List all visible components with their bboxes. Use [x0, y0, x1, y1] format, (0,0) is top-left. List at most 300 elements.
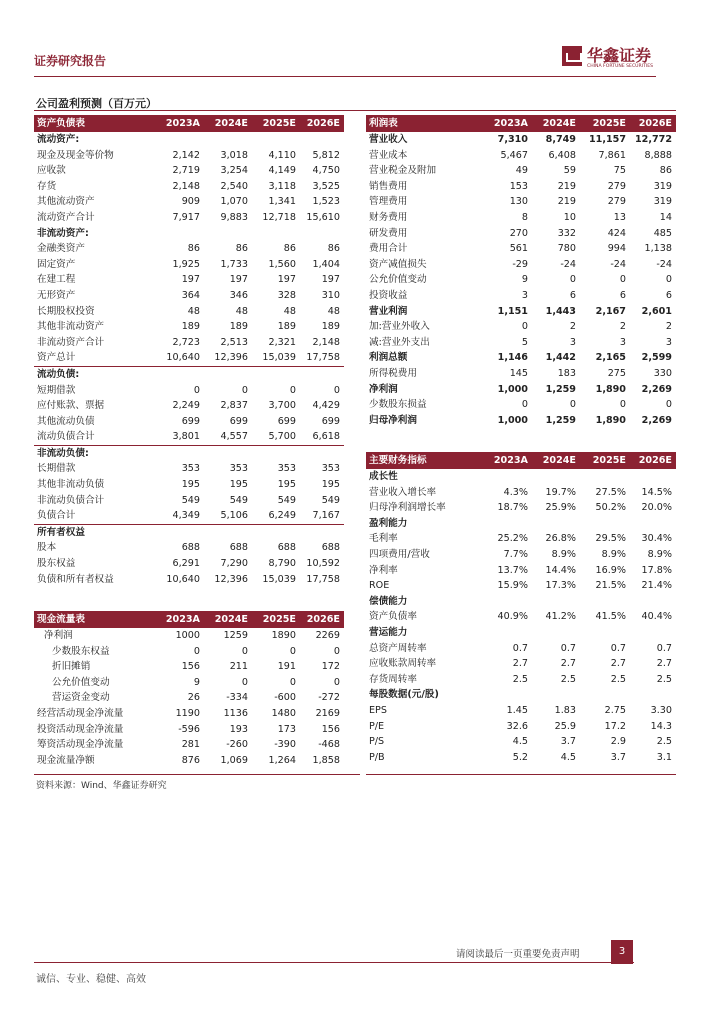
row-label: 现金及现金等价物 [37, 149, 114, 161]
cell-value: 279 [607, 196, 626, 208]
row-label: 流动负债: [34, 366, 152, 382]
cell-value: 0 [241, 384, 248, 396]
cell-value: 75 [613, 165, 626, 177]
table-row [366, 734, 676, 750]
key-indicators-table [366, 452, 676, 765]
row-label: 盈利能力 [369, 517, 408, 529]
cell-value: 1,858 [312, 754, 340, 766]
table-row [366, 272, 676, 288]
row-label: 应收账款周转率 [369, 658, 437, 670]
cell-value: 86 [235, 243, 248, 255]
cell-value: 275 [607, 367, 626, 379]
cell-value: 2,142 [172, 149, 200, 161]
column-header: 2025E [580, 115, 630, 132]
cell-value: 1,404 [312, 258, 340, 270]
cell-value: 10,640 [166, 573, 200, 585]
table-row [34, 257, 344, 273]
cell-value: 8,790 [268, 558, 296, 570]
cell-value: 15,610 [306, 211, 340, 223]
table-title: 利润表 [366, 115, 476, 132]
cell-value: 994 [607, 243, 626, 255]
cell-value: 26.8% [545, 533, 576, 545]
cell-value: 32.6 [506, 720, 528, 732]
row-label: P/S [369, 736, 385, 748]
cell-value: 353 [321, 463, 340, 475]
cell-value: 17.2 [604, 720, 626, 732]
cell-value: 2,723 [172, 336, 200, 348]
cell-value: 86 [327, 243, 340, 255]
cell-value: 4.3% [503, 486, 528, 498]
cell-value: 25.9 [554, 720, 576, 732]
cell-value: 30.4% [641, 533, 672, 545]
cell-value: -29 [512, 258, 528, 270]
cell-value: 9 [521, 274, 528, 286]
cell-value: 0 [521, 399, 528, 411]
table-row [34, 366, 344, 382]
cell-value: 909 [181, 196, 200, 208]
cell-value: 1,264 [268, 754, 296, 766]
cell-value: 353 [181, 463, 200, 475]
table-row [366, 641, 676, 657]
cell-value: 2269 [315, 630, 340, 641]
cell-value [152, 366, 204, 382]
cell-value: 0 [333, 384, 340, 396]
cell-value: 11,157 [588, 134, 626, 145]
cell-value: 1136 [223, 707, 248, 719]
row-label: 金融类资产 [37, 243, 85, 255]
cell-value: 1,138 [644, 243, 672, 255]
cell-value [300, 524, 344, 540]
cell-value: 7,861 [598, 149, 626, 161]
cell-value: 0.7 [656, 642, 672, 654]
cell-value: 3,525 [312, 180, 340, 192]
cell-value [300, 132, 344, 148]
cell-value: 17,758 [306, 352, 340, 364]
row-label: 筹资活动现金净流量 [37, 739, 124, 751]
cell-value: 2,165 [595, 352, 626, 364]
table-title: 资产负债表 [34, 115, 152, 132]
column-header: 2024E [204, 611, 252, 628]
cell-value: 12,772 [634, 134, 672, 145]
table-row [34, 737, 344, 753]
row-label: 无形资产 [37, 289, 76, 301]
column-header: 2023A [152, 611, 204, 628]
row-label: 公允价值变动 [52, 676, 110, 688]
row-label: 资产减值损失 [369, 258, 427, 270]
cell-value: 1,000 [497, 414, 528, 426]
cell-value: -596 [178, 723, 200, 735]
row-label: 投资收益 [369, 289, 408, 301]
cell-value: 27.5% [595, 486, 626, 498]
row-label: 营运资金变动 [52, 692, 110, 704]
cell-value [580, 594, 630, 610]
row-label: 其他非流动负债 [37, 479, 105, 491]
footer-motto: 诚信、专业、稳健、高效 [36, 974, 146, 985]
row-label: 销售费用 [369, 180, 408, 192]
cell-value: 197 [321, 274, 340, 286]
column-header: 2025E [580, 452, 630, 469]
cell-value: 3.7 [560, 736, 576, 748]
cell-value: 48 [327, 305, 340, 317]
row-label: 流动资产: [37, 134, 80, 145]
table-row [366, 656, 676, 672]
row-label: 在建工程 [37, 274, 76, 286]
cell-value: 41.2% [545, 611, 576, 623]
cell-value [152, 524, 204, 540]
cell-value: 14.3 [650, 720, 672, 732]
table-row [366, 163, 676, 179]
row-label: 营业税金及附加 [369, 165, 437, 177]
cell-value: 10,640 [166, 352, 200, 364]
cell-value [152, 445, 204, 461]
cell-value: 2,148 [172, 180, 200, 192]
cell-value: 279 [607, 180, 626, 192]
cell-value: 2,167 [595, 305, 626, 317]
cell-value: 1190 [175, 707, 200, 719]
table-row [34, 556, 344, 572]
row-label: 折旧摊销 [52, 661, 91, 673]
cell-value: 13 [613, 211, 626, 223]
column-header: 2023A [152, 115, 204, 132]
column-header: 2025E [252, 115, 300, 132]
row-label: 资产负债率 [369, 611, 417, 623]
cell-value: -24 [610, 258, 626, 270]
cell-value: 3 [619, 336, 626, 348]
cell-value [204, 524, 252, 540]
cell-value: 1,069 [220, 754, 248, 766]
table-row [34, 461, 344, 477]
cell-value: 0.7 [560, 642, 576, 654]
cell-value: 193 [229, 723, 248, 735]
row-label: 所有者权益 [34, 524, 152, 540]
cell-value: 195 [277, 479, 296, 491]
cell-value [152, 132, 204, 148]
table-row [34, 675, 344, 691]
table-row [34, 524, 344, 540]
row-label: 营业利润 [369, 305, 408, 317]
cell-value: 0 [241, 645, 248, 657]
table-row [34, 398, 344, 414]
cell-value: 1000 [175, 630, 200, 641]
cell-value: -260 [226, 739, 248, 751]
cell-value: 0 [193, 384, 200, 396]
cell-value: 3,700 [268, 400, 296, 412]
cell-value: 0 [569, 399, 576, 411]
cell-value: 21.5% [595, 580, 626, 592]
cell-value: 189 [277, 321, 296, 333]
column-header: 2026E [630, 115, 676, 132]
cell-value [476, 687, 532, 703]
row-label: 加:营业外收入 [369, 321, 430, 333]
cell-value: 1,560 [268, 258, 296, 270]
logo-english-name: CHINA FORTUNE SECURITIES [587, 64, 654, 69]
cell-value: 20.0% [641, 502, 672, 514]
cell-value: 688 [181, 542, 200, 554]
row-label: 负债和所有者权益 [37, 573, 114, 585]
cell-value: 310 [321, 289, 340, 301]
cell-value: 6 [619, 289, 626, 301]
cell-value: 3 [569, 336, 576, 348]
cell-value: 14 [659, 211, 672, 223]
cell-value: 49 [515, 165, 528, 177]
cell-value: 211 [229, 661, 248, 673]
cell-value: 5 [521, 336, 528, 348]
row-label: 净利润 [369, 383, 398, 395]
cell-value: 3,118 [268, 180, 296, 192]
cell-value: 699 [229, 415, 248, 427]
table-row [34, 194, 344, 210]
cell-value: 21.4% [641, 580, 672, 592]
cell-value [252, 132, 300, 148]
logo-mark-icon [562, 46, 582, 66]
cell-value: 15,039 [262, 352, 296, 364]
cell-value [580, 625, 630, 641]
cell-value [476, 516, 532, 532]
table-row [34, 414, 344, 430]
cell-value: 156 [321, 723, 340, 735]
cell-value [476, 594, 532, 610]
row-label: 负债合计 [37, 510, 76, 522]
table-row [34, 628, 344, 644]
row-label: 四项费用/营收 [369, 548, 430, 560]
cell-value: 14.5% [641, 486, 672, 498]
row-label: 成长性 [369, 471, 398, 482]
cell-value: 17,758 [306, 573, 340, 585]
row-label: 财务费用 [369, 211, 408, 223]
cell-value: -334 [226, 692, 248, 704]
table-row [34, 163, 344, 179]
cell-value: 6,408 [548, 149, 576, 161]
cell-value: 0 [333, 676, 340, 688]
cell-value: 2,599 [641, 352, 672, 364]
table-row [34, 722, 344, 738]
table-row [34, 350, 344, 366]
cell-value [252, 226, 300, 242]
table-title: 现金流量表 [34, 611, 152, 628]
row-label: 净利率 [369, 564, 398, 576]
cell-value: 19.7% [545, 486, 576, 498]
row-label: 其他非流动资产 [37, 321, 105, 333]
cell-value: 1.45 [506, 704, 528, 716]
cell-value: 2 [665, 321, 672, 333]
cell-value: 0 [241, 676, 248, 688]
column-header: 2023A [476, 452, 532, 469]
cell-value: 86 [283, 243, 296, 255]
source-divider [34, 774, 360, 775]
cell-value [476, 625, 532, 641]
cell-value: 2.5 [656, 736, 672, 748]
cell-value: 2,540 [220, 180, 248, 192]
cell-value: 549 [229, 494, 248, 506]
row-label: 非流动负债合计 [37, 494, 105, 506]
cell-value: -272 [318, 692, 340, 704]
row-label: 存货周转率 [369, 673, 417, 685]
cell-value: 2 [569, 321, 576, 333]
cell-value: 0 [619, 274, 626, 286]
table-row [366, 672, 676, 688]
table-row [34, 644, 344, 660]
cell-value: 197 [229, 274, 248, 286]
cell-value: 25.2% [497, 533, 528, 545]
table-row [34, 383, 344, 399]
cell-value: 2.9 [610, 736, 626, 748]
row-label: 长期股权投资 [37, 305, 95, 317]
cell-value: 40.4% [641, 611, 672, 623]
company-logo [562, 43, 672, 73]
cell-value [300, 366, 344, 382]
cell-value: 7,290 [220, 558, 248, 570]
row-label: 净利润 [44, 630, 73, 641]
row-label: 少数股东权益 [52, 645, 110, 657]
cell-value: 4,557 [220, 431, 248, 443]
table-row [366, 382, 676, 398]
cell-value: 1,259 [545, 414, 576, 426]
cell-value: 2.5 [656, 673, 672, 685]
table-row [366, 226, 676, 242]
cell-value: 353 [229, 463, 248, 475]
row-label: P/E [369, 720, 385, 732]
cell-value: 17.3% [545, 580, 576, 592]
cell-value: 1,733 [220, 258, 248, 270]
table-row [34, 241, 344, 257]
table-row [366, 625, 676, 641]
cell-value: 424 [607, 227, 626, 239]
table-row [34, 132, 344, 148]
cell-value: 0 [665, 274, 672, 286]
table-row [34, 572, 344, 588]
cell-value: 48 [187, 305, 200, 317]
row-label: 流动资产合计 [37, 211, 95, 223]
cell-value: 9,883 [220, 211, 248, 223]
cell-value: 4.5 [512, 736, 528, 748]
cell-value: 4,149 [268, 165, 296, 177]
cell-value: 2.7 [610, 658, 626, 670]
cell-value: 5,812 [312, 149, 340, 161]
report-header-title: 证券研究报告 [34, 54, 107, 68]
table-row [366, 609, 676, 625]
cell-value: 6,249 [268, 510, 296, 522]
row-label: 利润总额 [369, 352, 408, 364]
cell-value [580, 516, 630, 532]
table-row [34, 272, 344, 288]
cell-value: -600 [274, 692, 296, 704]
row-label: 营运能力 [369, 626, 408, 638]
table-row [34, 540, 344, 556]
income-statement-table [366, 115, 676, 428]
cell-value: 1,259 [545, 383, 576, 395]
cell-value [252, 524, 300, 540]
cell-value: 2.5 [610, 673, 626, 685]
footer-divider [34, 962, 634, 963]
cell-value: 18.7% [497, 502, 528, 514]
cell-value: 6 [665, 289, 672, 301]
header-divider [34, 76, 656, 77]
cell-value: 1.83 [554, 704, 576, 716]
cell-value: 3.1 [656, 751, 672, 763]
cell-value: 8.9% [647, 548, 672, 560]
cell-value: 86 [187, 243, 200, 255]
cell-value: 173 [277, 723, 296, 735]
cell-value: 86 [659, 165, 672, 177]
row-label: 存货 [37, 180, 57, 192]
section-title: 公司盈利预测（百万元） [36, 97, 157, 110]
table-row [366, 594, 676, 610]
cell-value: 5,106 [220, 510, 248, 522]
cell-value: 2.7 [560, 658, 576, 670]
table-row [366, 366, 676, 382]
cell-value: 2.5 [560, 673, 576, 685]
table-row [34, 706, 344, 722]
cell-value: 16.9% [595, 564, 626, 576]
cell-value: 41.5% [595, 611, 626, 623]
cell-value: 6 [569, 289, 576, 301]
cell-value: 8.9% [551, 548, 576, 560]
column-header: 2026E [630, 452, 676, 469]
cell-value: 48 [283, 305, 296, 317]
cell-value: 2,269 [641, 414, 672, 426]
row-label: 短期借款 [37, 384, 76, 396]
table-row [34, 304, 344, 320]
cell-value [630, 516, 676, 532]
cell-value: 699 [277, 415, 296, 427]
cell-value: 59 [563, 165, 576, 177]
cell-value: 1,523 [312, 196, 340, 208]
balance-sheet-table [34, 115, 344, 587]
table-row [366, 210, 676, 226]
cell-value: 2,601 [641, 305, 672, 317]
cell-value: 156 [181, 661, 200, 673]
table-row [34, 335, 344, 351]
table-row [34, 508, 344, 524]
column-header: 2026E [300, 115, 344, 132]
row-label: 所得税费用 [369, 367, 417, 379]
cell-value: 8,749 [545, 134, 576, 145]
cell-value: 4,349 [172, 510, 200, 522]
cell-value: 319 [653, 180, 672, 192]
table-row [366, 413, 676, 429]
row-label: 研发费用 [369, 227, 408, 239]
cell-value: 6,618 [312, 431, 340, 443]
cell-value: 3.7 [610, 751, 626, 763]
table-row [366, 241, 676, 257]
table-row [34, 493, 344, 509]
cell-value: 189 [181, 321, 200, 333]
table-row [366, 397, 676, 413]
cell-value: -24 [656, 258, 672, 270]
cell-value: 25.9% [545, 502, 576, 514]
cell-value: 0 [521, 321, 528, 333]
cell-value: 219 [557, 196, 576, 208]
row-label: 营业收入 [369, 134, 408, 145]
cell-value: 688 [277, 542, 296, 554]
cell-value: 1259 [223, 630, 248, 641]
cell-value: 0.7 [610, 642, 626, 654]
cell-value: 3.30 [650, 704, 672, 716]
cell-value: 7,310 [497, 134, 528, 145]
table-row [34, 477, 344, 493]
cell-value: 7,917 [172, 211, 200, 223]
row-label: 毛利率 [369, 533, 398, 545]
cell-value: 3,801 [172, 431, 200, 443]
row-label: 股东权益 [37, 558, 76, 570]
table-row [366, 304, 676, 320]
cell-value: 2,148 [312, 336, 340, 348]
cell-value: 3,018 [220, 149, 248, 161]
cell-value: 561 [509, 243, 528, 255]
row-label: 股本 [37, 542, 57, 554]
cell-value: 2,837 [220, 400, 248, 412]
column-header: 2024E [204, 115, 252, 132]
